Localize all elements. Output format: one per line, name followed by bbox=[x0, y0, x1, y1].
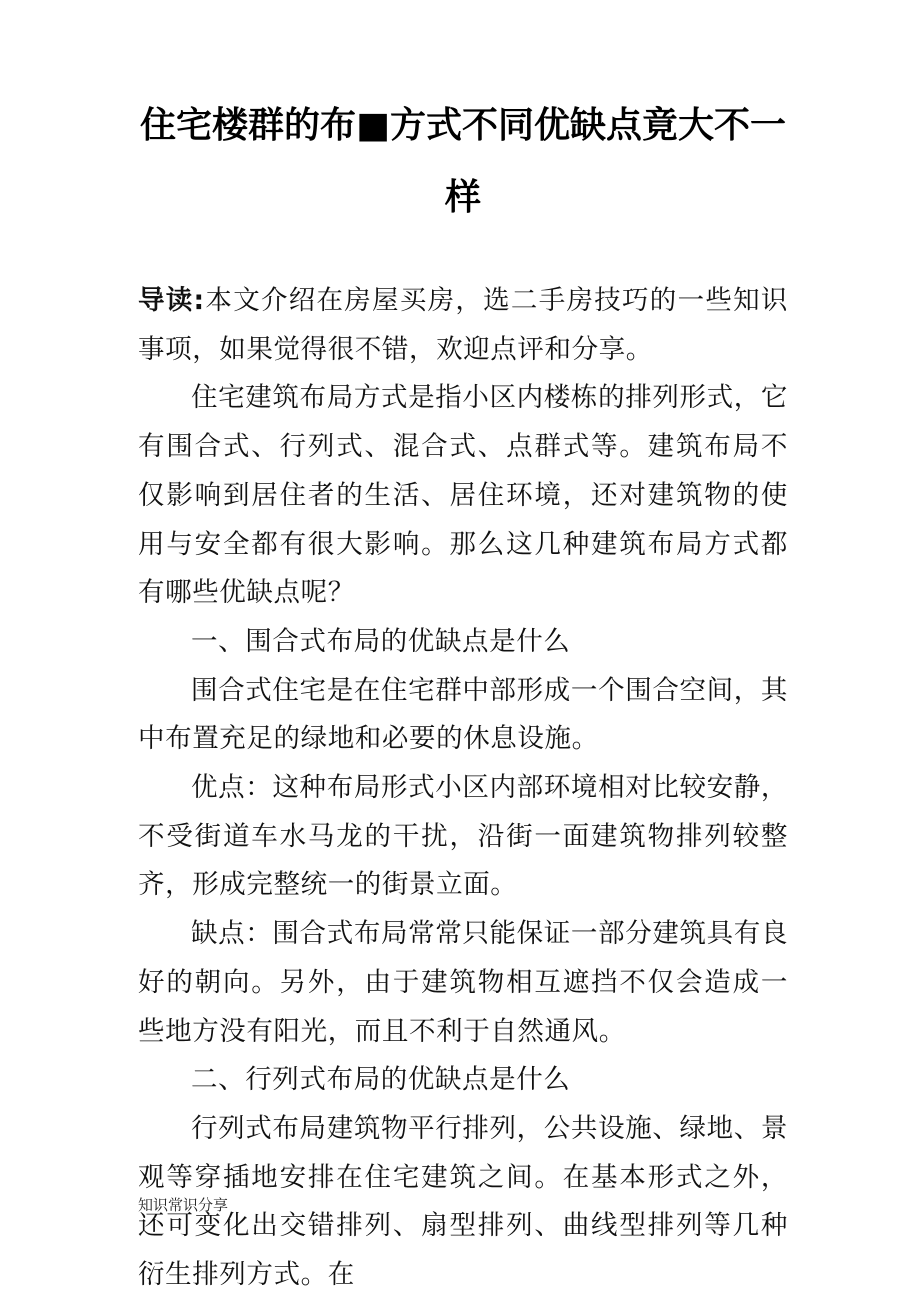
paragraph-enclosed-disadvantages: 缺点：围合式布局常常只能保证一部分建筑具有良好的朝向。另外，由于建筑物相互遮挡不仅会造成一些地方没有阳光，而且不利于自然通风。 bbox=[138, 918, 788, 1047]
paragraph-row-description: 行列式布局建筑物平行排列，公共设施、绿地、景观等穿插地安排在住宅建筑之间。在基本形式之外，还可变化出交错排列、扇型排列、曲线型排列等几种衍生排列方式。在 bbox=[138, 1112, 788, 1291]
section-heading-enclosed: 一、围合式布局的优缺点是什么 bbox=[191, 625, 571, 657]
lead-text: 本文介绍在房屋买房，选二手房技巧的一些知识事项，如果觉得很不错，欢迎点评和分享。 bbox=[138, 285, 788, 365]
paragraph-intro: 住宅建筑布局方式是指小区内楼栋的排列形式，它有围合式、行列式、混合式、点群式等。建筑布局不仅影响到居住者的生活、居住环境，还对建筑物的使用与安全都有很大影响。那么这几种建筑布局方式都有哪些优缺点呢？ bbox=[138, 382, 788, 609]
document-title-line-2: 样 bbox=[444, 177, 481, 218]
paragraph-enclosed-description: 围合式住宅是在住宅群中部形成一个围合空间，其中布置充足的绿地和必要的休息设施。 bbox=[138, 674, 788, 755]
document-title-line-1: 住宅楼群的布■方式不同优缺点竟大不一 bbox=[139, 105, 786, 146]
page-footer: 知识常识分享 bbox=[138, 1196, 229, 1214]
section-heading-row: 二、行列式布局的优缺点是什么 bbox=[191, 1064, 571, 1096]
lead-label: 导读: bbox=[138, 285, 205, 316]
lead-paragraph bbox=[138, 277, 788, 374]
paragraph-enclosed-advantages: 优点：这种布局形式小区内部环境相对比较安静，不受街道车水马龙的干扰，沿街一面建筑物排列较整齐，形成完整统一的街景立面。 bbox=[138, 772, 788, 901]
document-body bbox=[138, 277, 788, 1300]
